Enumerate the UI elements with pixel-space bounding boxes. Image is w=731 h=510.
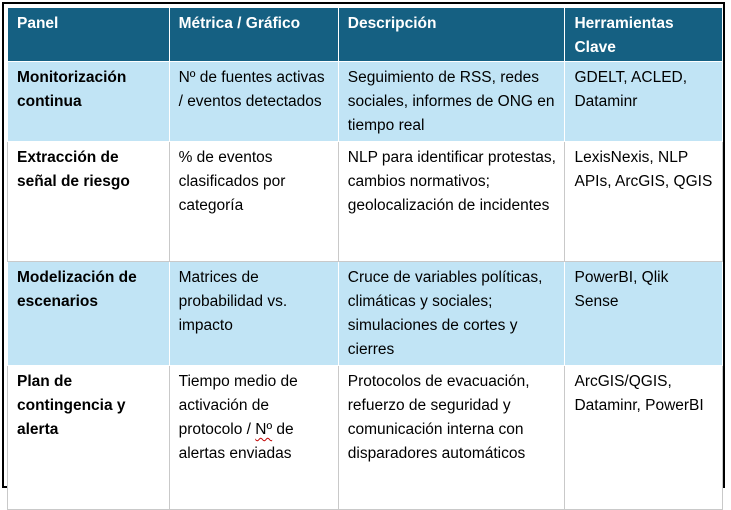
cell-panel: Extracción de señal de riesgo — [8, 142, 170, 262]
cell-metrica: Matrices de probabilidad vs. impacto — [169, 262, 338, 366]
spellcheck-flagged-word: Nº — [255, 421, 273, 438]
data-table — [7, 7, 723, 510]
cell-panel: Monitorización continua — [8, 62, 170, 142]
cell-herramientas: LexisNexis, NLP APIs, ArcGIS, QGIS — [565, 142, 723, 262]
cell-herramientas: GDELT, ACLED, Dataminr — [565, 62, 723, 142]
metrica-text: Tiempo medio de activación de protocolo / — [178, 373, 298, 438]
cell-descripcion: Protocolos de evacuación, refuerzo de seguridad y comunicación interna con disparadores automáticos — [338, 366, 565, 510]
cell-herramientas: ArcGIS/QGIS, Dataminr, PowerBI — [565, 366, 723, 510]
header-descripcion: Descripción — [338, 8, 565, 62]
header-herramientas: Herramientas Clave — [565, 8, 723, 62]
table-header-row — [8, 8, 723, 62]
cell-descripcion: Seguimiento de RSS, redes sociales, informes de ONG en tiempo real — [338, 62, 565, 142]
table-row — [8, 142, 723, 262]
cell-metrica: Nº de fuentes activas / eventos detectados — [169, 62, 338, 142]
cell-descripcion: NLP para identificar protestas, cambios normativos; geolocalización de incidentes — [338, 142, 565, 262]
cell-panel: Modelización de escenarios — [8, 262, 170, 366]
cell-metrica: % de eventos clasificados por categoría — [169, 142, 338, 262]
cell-metrica — [169, 366, 338, 510]
table-row — [8, 262, 723, 366]
table-row — [8, 62, 723, 142]
cell-herramientas: PowerBI, Qlik Sense — [565, 262, 723, 366]
cell-descripcion: Cruce de variables políticas, climáticas y sociales; simulaciones de cortes y cierres — [338, 262, 565, 366]
table-row — [8, 366, 723, 510]
header-metrica: Métrica / Gráfico — [169, 8, 338, 62]
table-frame — [2, 2, 725, 488]
metrica-text: de alertas enviadas — [178, 421, 294, 462]
header-panel: Panel — [8, 8, 170, 62]
cell-panel: Plan de contingencia y alerta — [8, 366, 170, 510]
